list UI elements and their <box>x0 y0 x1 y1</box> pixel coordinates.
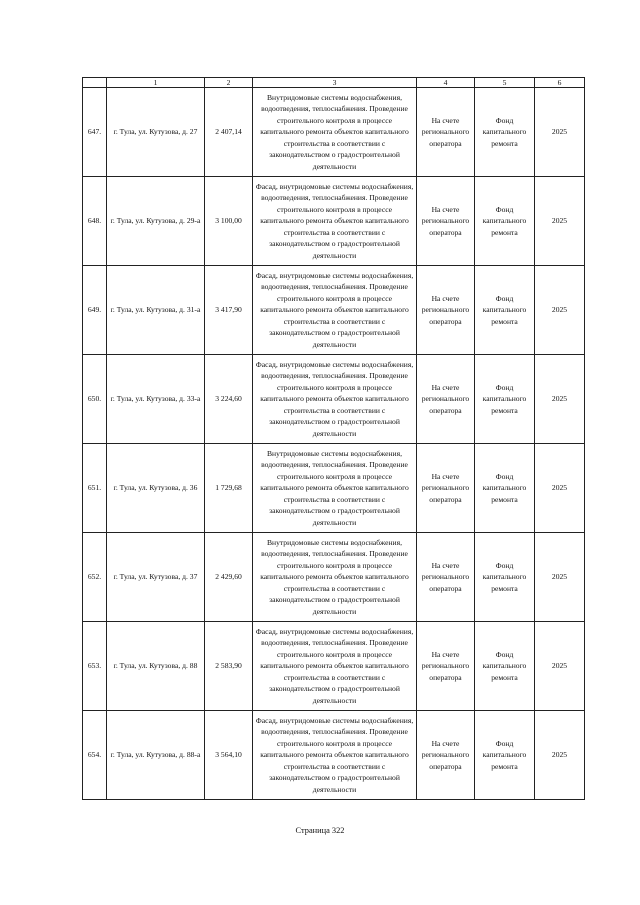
account-cell: На счете регионального оператора <box>417 444 475 533</box>
fund-cell: Фонд капитального ремонта <box>475 88 535 177</box>
year-cell: 2025 <box>535 266 585 355</box>
works-cell: Фасад, внутридомовые системы водоснабжения, водоотведения, теплоснабжения. Проведение строительного контроля в процессе капитального ремонта объектов капитального строительства в соответствии с законодательством о градостроительной деятельности <box>253 711 417 800</box>
column-number-header-row <box>83 78 585 88</box>
row-number: 648. <box>83 177 107 266</box>
address-cell: г. Тула, ул. Кутузова, д. 37 <box>107 533 205 622</box>
column-header: 6 <box>535 78 585 88</box>
works-cell: Фасад, внутридомовые системы водоснабжения, водоотведения, теплоснабжения. Проведение строительного контроля в процессе капитального ремонта объектов капитального строительства в соответствии с законодательством о градостроительной деятельности <box>253 355 417 444</box>
column-header: 2 <box>205 78 253 88</box>
row-number: 650. <box>83 355 107 444</box>
table-row <box>83 622 585 711</box>
fund-cell: Фонд капитального ремонта <box>475 266 535 355</box>
table-row <box>83 444 585 533</box>
column-header: 5 <box>475 78 535 88</box>
table-row <box>83 266 585 355</box>
cost-cell: 2 429,60 <box>205 533 253 622</box>
column-header <box>83 78 107 88</box>
table-row <box>83 711 585 800</box>
row-number: 653. <box>83 622 107 711</box>
works-cell: Внутридомовые системы водоснабжения, водоотведения, теплоснабжения. Проведение строительного контроля в процессе капитального ремонта объектов капитального строительства в соответствии с законодательством о градостроительной деятельности <box>253 444 417 533</box>
fund-cell: Фонд капитального ремонта <box>475 622 535 711</box>
year-cell: 2025 <box>535 711 585 800</box>
row-number: 651. <box>83 444 107 533</box>
table-row <box>83 533 585 622</box>
account-cell: На счете регионального оператора <box>417 533 475 622</box>
account-cell: На счете регионального оператора <box>417 355 475 444</box>
address-cell: г. Тула, ул. Кутузова, д. 36 <box>107 444 205 533</box>
fund-cell: Фонд капитального ремонта <box>475 355 535 444</box>
fund-cell: Фонд капитального ремонта <box>475 533 535 622</box>
row-number: 649. <box>83 266 107 355</box>
account-cell: На счете регионального оператора <box>417 177 475 266</box>
year-cell: 2025 <box>535 177 585 266</box>
cost-cell: 3 417,90 <box>205 266 253 355</box>
account-cell: На счете регионального оператора <box>417 266 475 355</box>
table-row <box>83 88 585 177</box>
cost-cell: 2 583,90 <box>205 622 253 711</box>
account-cell: На счете регионального оператора <box>417 622 475 711</box>
account-cell: На счете регионального оператора <box>417 711 475 800</box>
row-number: 654. <box>83 711 107 800</box>
cost-cell: 1 729,68 <box>205 444 253 533</box>
cost-cell: 2 407,14 <box>205 88 253 177</box>
row-number: 652. <box>83 533 107 622</box>
column-header: 4 <box>417 78 475 88</box>
row-number: 647. <box>83 88 107 177</box>
address-cell: г. Тула, ул. Кутузова, д. 33-а <box>107 355 205 444</box>
column-header: 1 <box>107 78 205 88</box>
cost-cell: 3 564,10 <box>205 711 253 800</box>
works-cell: Фасад, внутридомовые системы водоснабжения, водоотведения, теплоснабжения. Проведение строительного контроля в процессе капитального ремонта объектов капитального строительства в соответствии с законодательством о градостроительной деятельности <box>253 266 417 355</box>
cost-cell: 3 100,00 <box>205 177 253 266</box>
address-cell: г. Тула, ул. Кутузова, д. 31-а <box>107 266 205 355</box>
works-cell: Внутридомовые системы водоснабжения, водоотведения, теплоснабжения. Проведение строительного контроля в процессе капитального ремонта объектов капитального строительства в соответствии с законодательством о градостроительной деятельности <box>253 88 417 177</box>
fund-cell: Фонд капитального ремонта <box>475 177 535 266</box>
fund-cell: Фонд капитального ремонта <box>475 444 535 533</box>
works-cell: Фасад, внутридомовые системы водоснабжения, водоотведения, теплоснабжения. Проведение строительного контроля в процессе капитального ремонта объектов капитального строительства в соответствии с законодательством о градостроительной деятельности <box>253 622 417 711</box>
table-row <box>83 355 585 444</box>
works-cell: Внутридомовые системы водоснабжения, водоотведения, теплоснабжения. Проведение строительного контроля в процессе капитального ремонта объектов капитального строительства в соответствии с законодательством о градостроительной деятельности <box>253 533 417 622</box>
account-cell: На счете регионального оператора <box>417 88 475 177</box>
fund-cell: Фонд капитального ремонта <box>475 711 535 800</box>
year-cell: 2025 <box>535 355 585 444</box>
year-cell: 2025 <box>535 622 585 711</box>
table-row <box>83 177 585 266</box>
works-cell: Фасад, внутридомовые системы водоснабжения, водоотведения, теплоснабжения. Проведение строительного контроля в процессе капитального ремонта объектов капитального строительства в соответствии с законодательством о градостроительной деятельности <box>253 177 417 266</box>
cost-cell: 3 224,60 <box>205 355 253 444</box>
column-header: 3 <box>253 78 417 88</box>
address-cell: г. Тула, ул. Кутузова, д. 29-а <box>107 177 205 266</box>
address-cell: г. Тула, ул. Кутузова, д. 27 <box>107 88 205 177</box>
page-number: Страница 322 <box>295 826 345 835</box>
repair-program-table <box>82 77 585 800</box>
year-cell: 2025 <box>535 533 585 622</box>
year-cell: 2025 <box>535 88 585 177</box>
year-cell: 2025 <box>535 444 585 533</box>
address-cell: г. Тула, ул. Кутузова, д. 88-а <box>107 711 205 800</box>
address-cell: г. Тула, ул. Кутузова, д. 88 <box>107 622 205 711</box>
